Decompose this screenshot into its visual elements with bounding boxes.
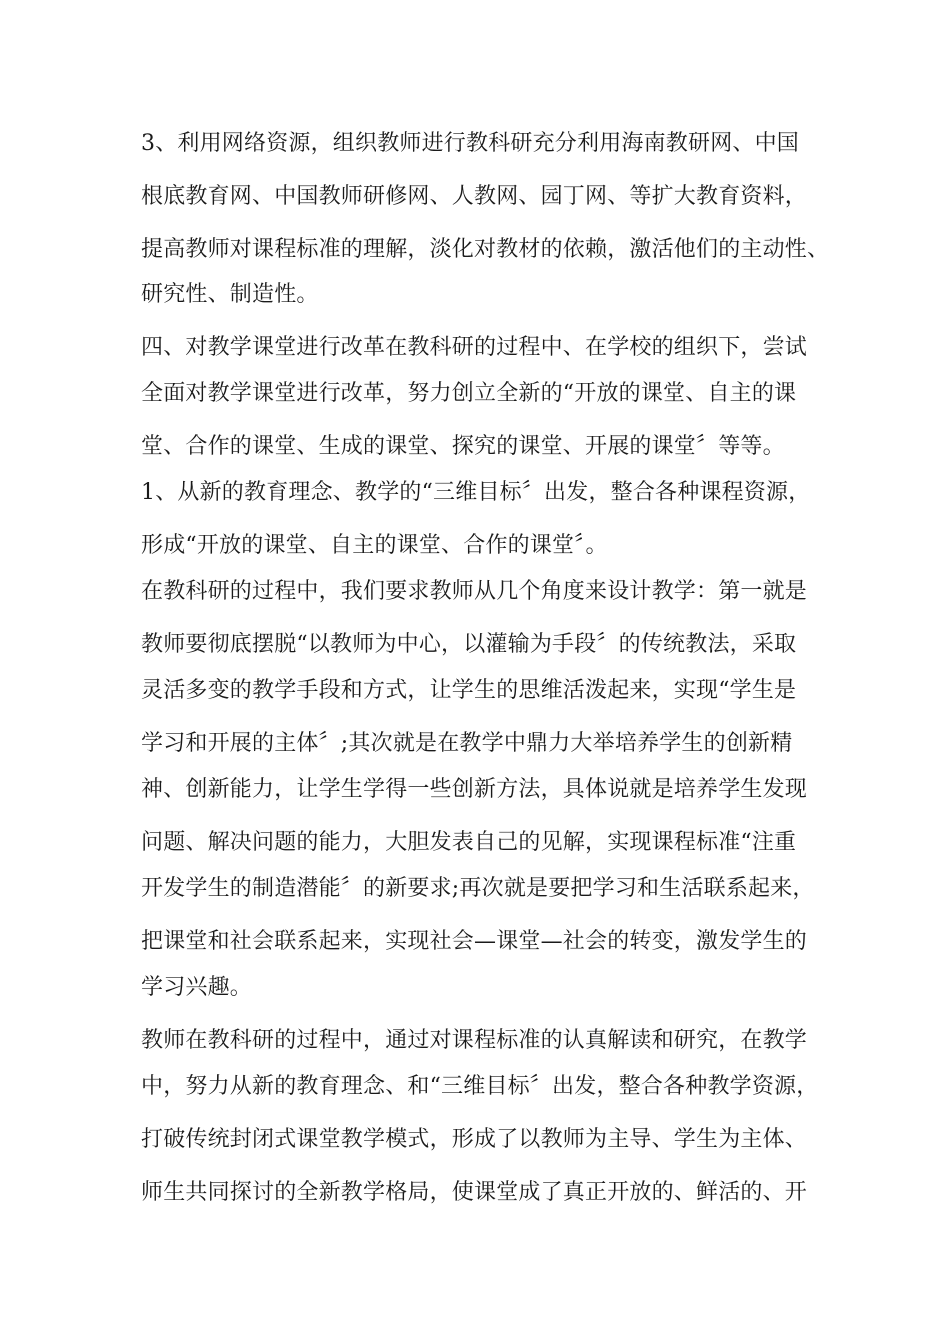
text-line: 学习兴趣。 (141, 975, 253, 1000)
text-line: 提高教师对课程标准的理解，淡化对教材的依赖，激活他们的主动性、 (141, 237, 830, 262)
text-line: 根底教育网、中国教师研修网、人教网、园丁网、等扩大教育资料， (141, 184, 808, 209)
text-line: 3、利用网络资源，组织教师进行教科研充分利用海南教研网、中国 (141, 131, 799, 156)
text-line: 研究性、制造性。 (141, 282, 319, 307)
text-line: 神、创新能力，让学生学得一些创新方法，具体说就是培养学生发现 (141, 777, 808, 802)
text-line: 灵活多变的教学手段和方式，让学生的思维活泼起来，实现“学生是 (141, 678, 797, 703)
text-line: 开发学生的制造潜能〞的新要求;再次就是要把学习和生活联系起来， (141, 876, 815, 901)
text-line: 师生共同探讨的全新教学格局，使课堂成了真正开放的、鲜活的、开 (141, 1180, 808, 1205)
text-line: 全面对教学课堂进行改革，努力创立全新的“开放的课堂、自主的课 (141, 381, 797, 406)
text-line: 教师要彻底摆脱“以教师为中心，以灌输为手段〞的传统教法，采取 (141, 632, 797, 657)
text-line: 中，努力从新的教育理念、和“三维目标〞出发，整合各种教学资源， (141, 1074, 819, 1099)
text-line: 问题、解决问题的能力，大胆发表自己的见解，实现课程标准“注重 (141, 830, 797, 855)
text-line: 四、对教学课堂进行改革在教科研的过程中、在学校的组织下，尝试 (141, 335, 808, 360)
text-line: 打破传统封闭式课堂教学模式，形成了以教师为主导、学生为主体、 (141, 1127, 808, 1152)
text-line: 堂、合作的课堂、生成的课堂、探究的课堂、开展的课堂〞等等。 (141, 434, 785, 459)
text-line: 教师在教科研的过程中，通过对课程标准的认真解读和研究，在教学 (141, 1028, 808, 1053)
text-line: 1、从新的教育理念、教学的“三维目标〞出发，整合各种课程资源， (141, 480, 811, 505)
text-line: 形成“开放的课堂、自主的课堂、合作的课堂〞。 (141, 533, 608, 558)
text-line: 把课堂和社会联系起来，实现社会—课堂—社会的转变，激发学生的 (141, 929, 808, 954)
text-line: 在教科研的过程中，我们要求教师从几个角度来设计教学：第一就是 (141, 579, 808, 604)
text-line: 学习和开展的主体〞;其次就是在教学中鼎力大举培养学生的创新精 (141, 731, 793, 756)
